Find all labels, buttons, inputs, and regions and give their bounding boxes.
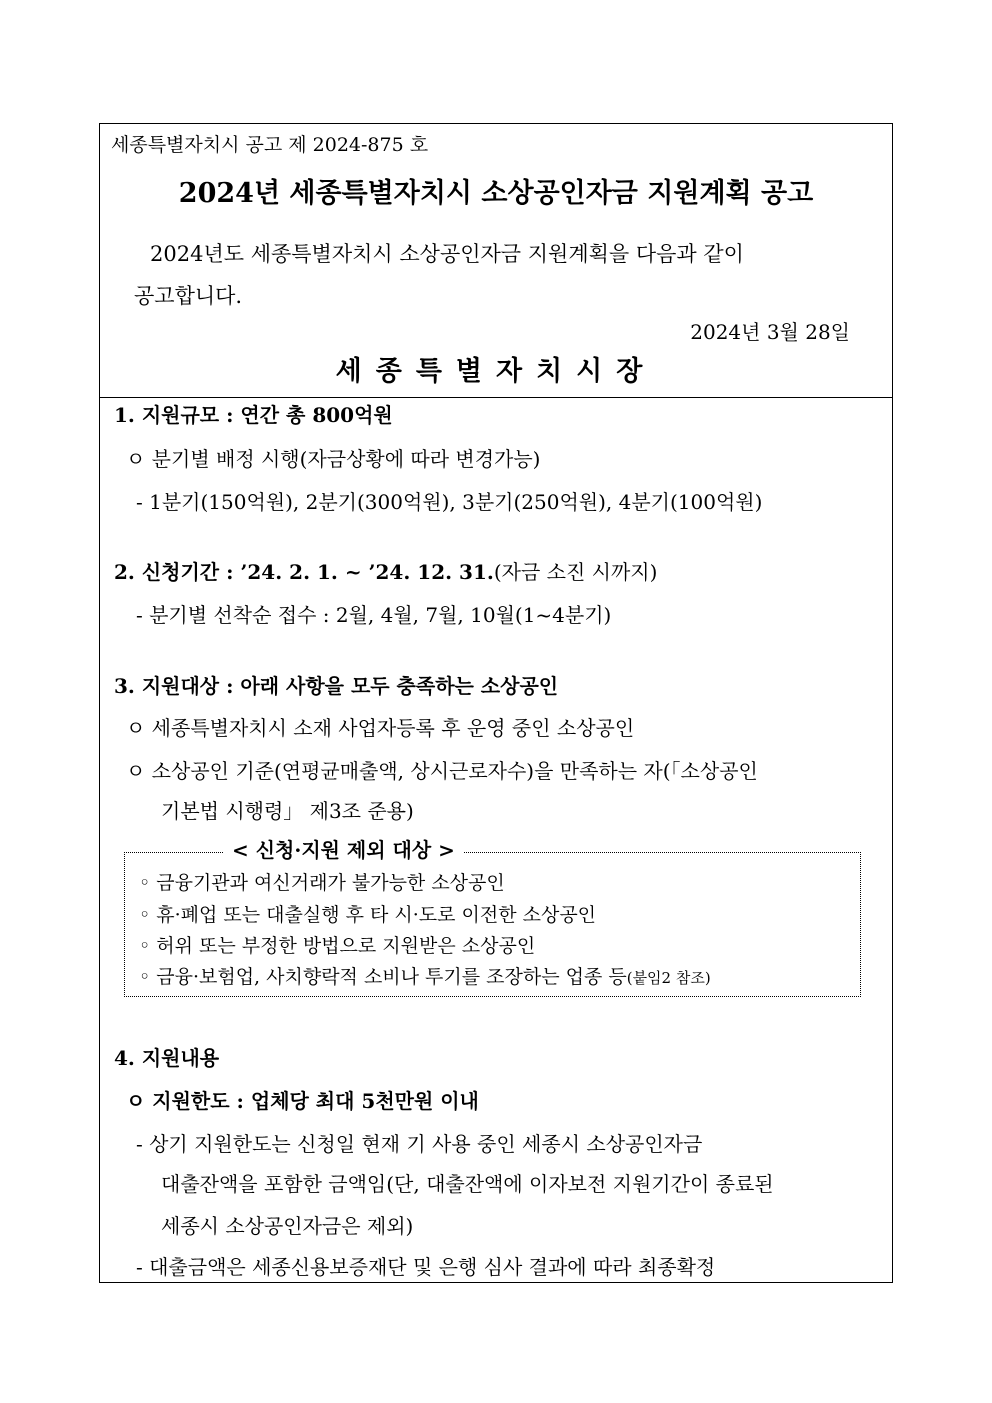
exclusion-title: < 신청·지원 제외 대상 >: [223, 840, 464, 860]
intro-text-line1: 2024년도 세종특별자치시 소상공인자금 지원계획을 다음과 같이: [150, 242, 744, 266]
support-limit: ㅇ 지원한도 : 업체당 최대 5천만원 이내: [126, 1089, 479, 1113]
document-title: 2024년 세종특별자치시 소상공인자금 지원계획 공고: [178, 178, 814, 209]
section2-heading-suffix: (자금 소진 시까지): [493, 560, 658, 584]
section3-item2-line2: 기본법 시행령」 제3조 준용): [161, 799, 414, 823]
exclusion-box: [124, 838, 861, 997]
intro-text-line2: 공고합니다.: [134, 284, 243, 308]
section1-item1: ㅇ 분기별 배정 시행(자금상황에 따라 변경가능): [126, 447, 541, 471]
exclusion-item: ◦ 허위 또는 부정한 방법으로 지원받은 소상공인: [139, 935, 536, 957]
section2-heading-text: 2. 신청기간 : ’24. 2. 1. ~ ’24. 12. 31.: [114, 560, 494, 584]
section1-item2: - 1분기(150억원), 2분기(300억원), 3분기(250억원), 4분기(100억원): [136, 490, 763, 514]
exclusion-item: ◦ 금융기관과 여신거래가 불가능한 소상공인: [139, 872, 505, 894]
notice-number: 세종특별자치시 공고 제 2024-875 호: [111, 134, 429, 156]
notice-date: 2024년 3월 28일: [690, 320, 850, 344]
section4-detail1-line3: 세종시 소상공인자금은 제외): [161, 1214, 414, 1238]
section2-heading: [114, 562, 657, 582]
issuer-name: 세종특별자치시장: [335, 356, 657, 387]
section3-item1: ㅇ 세종특별자치시 소재 사업자등록 후 운영 중인 소상공인: [126, 716, 635, 740]
exclusion-item: ◦ 휴·폐업 또는 대출실행 후 타 시·도로 이전한 소상공인: [139, 904, 597, 926]
exclusion-item-last: [139, 968, 711, 987]
exclusion-item: ◦ 금융·보험업, 사치향락적 소비나 투기를 조장하는 업종 등: [139, 966, 627, 988]
section2-item1: - 분기별 선착순 접수 : 2월, 4월, 7월, 10월(1~4분기): [136, 603, 612, 627]
notice-frame: [99, 123, 893, 1283]
section3-heading: 3. 지원대상 : 아래 사항을 모두 충족하는 소상공인: [114, 674, 559, 698]
exclusion-note: (붙임2 참조): [626, 969, 711, 987]
header-divider: [100, 397, 892, 398]
section1-heading: 1. 지원규모 : 연간 총 800억원: [114, 403, 393, 427]
section4-detail1-line1: - 상기 지원한도는 신청일 현재 기 사용 중인 세종시 소상공인자금: [136, 1132, 703, 1156]
section4-detail2: - 대출금액은 세종신용보증재단 및 은행 심사 결과에 따라 최종확정: [136, 1255, 716, 1279]
section4-detail1-line2: 대출잔액을 포함한 금액임(단, 대출잔액에 이자보전 지원기간이 종료된: [161, 1172, 774, 1196]
section3-item2-line1: ㅇ 소상공인 기준(연평균매출액, 상시근로자수)을 만족하는 자(「소상공인: [126, 759, 758, 783]
section4-heading: 4. 지원내용: [114, 1046, 220, 1070]
